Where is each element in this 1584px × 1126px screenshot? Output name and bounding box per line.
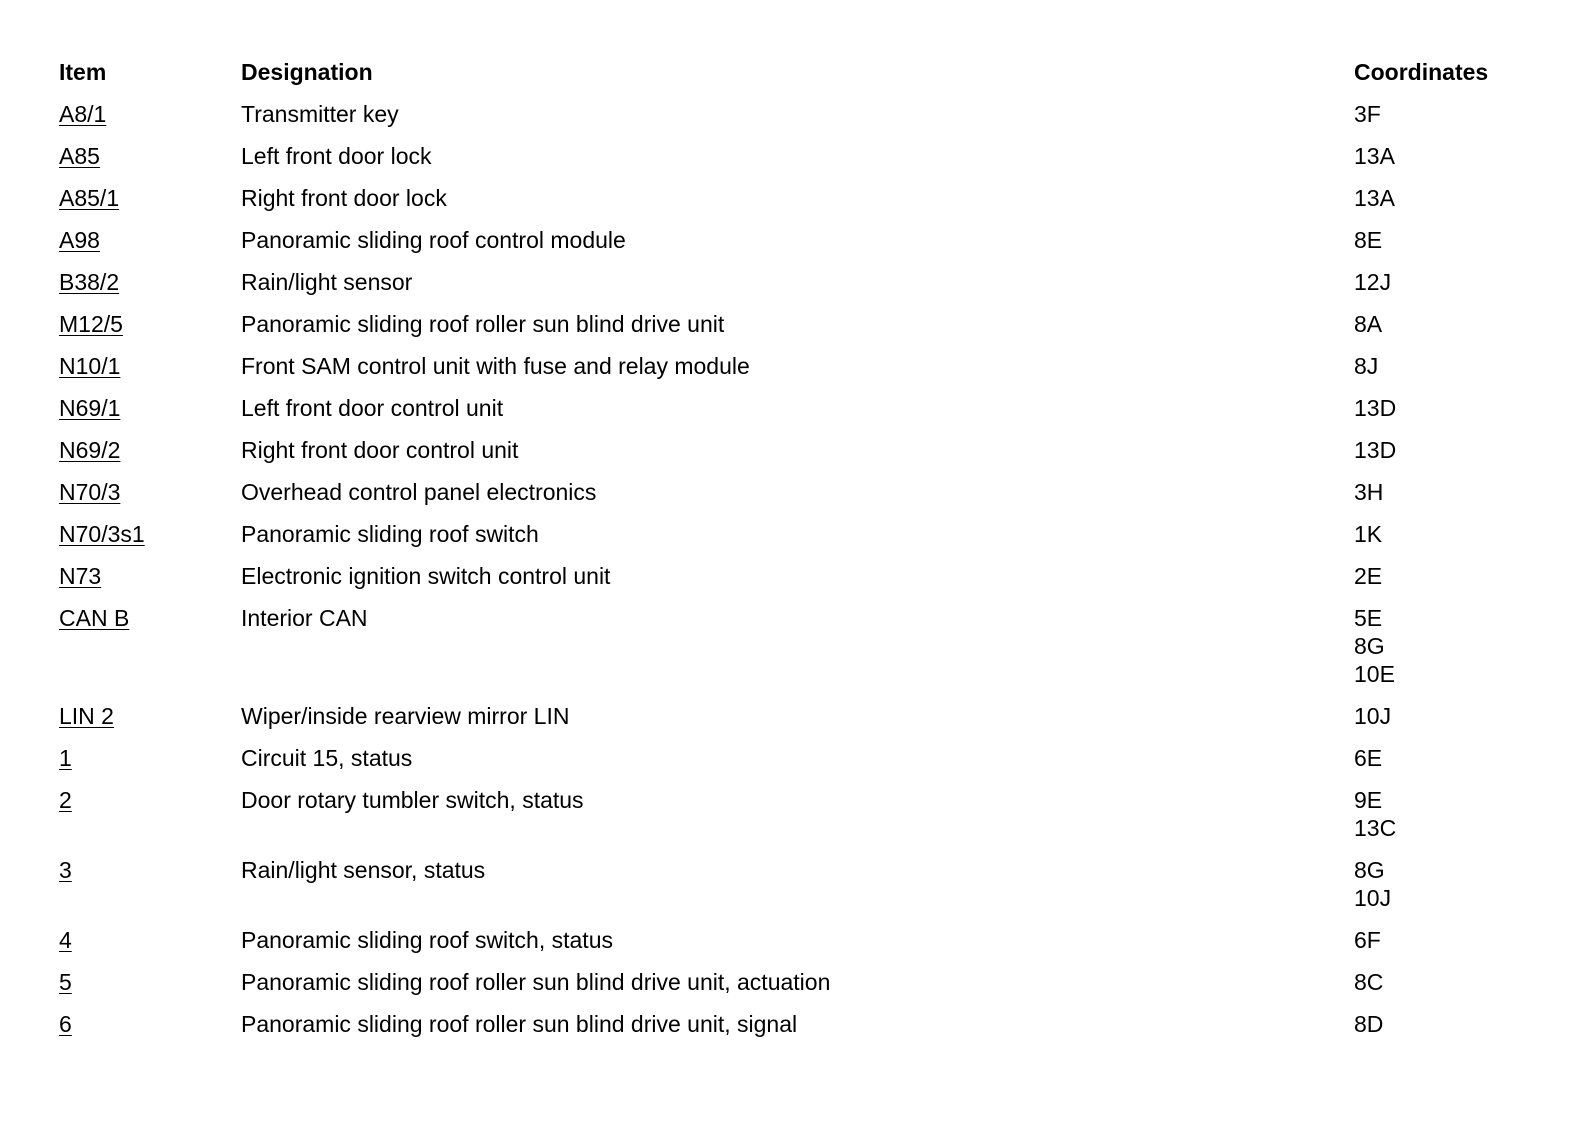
designation-cell: Left front door control unit (241, 395, 504, 421)
table-row (59, 737, 1529, 779)
item-cell (59, 562, 241, 590)
designation-cell: Rain/light sensor, status (241, 857, 486, 883)
coordinate-value: 6E (1354, 745, 1383, 771)
item-link[interactable]: LIN 2 (59, 703, 114, 729)
designation-cell: Panoramic sliding roof switch (241, 521, 539, 547)
coordinate-value: 13D (1354, 437, 1397, 463)
designation-cell: Circuit 15, status (241, 745, 413, 771)
table-row (59, 261, 1529, 303)
item-cell (59, 604, 241, 632)
item-link[interactable]: M12/5 (59, 311, 123, 337)
legend-table (59, 51, 1529, 1045)
header-coordinates: Coordinates (1354, 59, 1489, 85)
coordinate-value: 2E (1354, 563, 1383, 589)
coordinates-cell (1354, 142, 1529, 170)
coordinate-value: 10E (1354, 661, 1395, 687)
table-row (59, 961, 1529, 1003)
item-cell (59, 352, 241, 380)
coordinates-cell (1354, 786, 1529, 842)
coordinate-value: 8A (1354, 311, 1383, 337)
coordinate-value: 8G (1354, 857, 1385, 883)
coordinates-cell (1354, 352, 1529, 380)
designation-cell: Left front door lock (241, 143, 432, 169)
item-link[interactable]: 3 (59, 857, 72, 883)
table-row (59, 387, 1529, 429)
coordinate-value: 3F (1354, 101, 1381, 127)
designation-cell: Rain/light sensor (241, 269, 413, 295)
item-link[interactable]: A85 (59, 143, 100, 169)
item-cell (59, 268, 241, 296)
table-row (59, 429, 1529, 471)
item-link[interactable]: B38/2 (59, 269, 120, 295)
designation-cell: Interior CAN (241, 605, 368, 631)
item-link[interactable]: 6 (59, 1011, 72, 1037)
table-row (59, 555, 1529, 597)
item-link[interactable]: A98 (59, 227, 100, 253)
coordinates-cell (1354, 744, 1529, 772)
table-body (59, 93, 1529, 1045)
coordinates-cell (1354, 604, 1529, 688)
coordinate-value: 13D (1354, 395, 1397, 421)
item-cell (59, 786, 241, 814)
coordinates-cell (1354, 968, 1529, 996)
header-designation: Designation (241, 59, 373, 85)
coordinate-value: 5E (1354, 605, 1383, 631)
table-row (59, 93, 1529, 135)
item-link[interactable]: 2 (59, 787, 72, 813)
coordinate-value: 10J (1354, 703, 1392, 729)
coordinate-value: 13A (1354, 143, 1395, 169)
coordinates-cell (1354, 562, 1529, 590)
coordinate-value: 10J (1354, 885, 1392, 911)
item-link[interactable]: N69/2 (59, 437, 121, 463)
coordinates-cell (1354, 478, 1529, 506)
coordinate-value: 8D (1354, 1011, 1384, 1037)
item-cell (59, 926, 241, 954)
designation-cell: Front SAM control unit with fuse and relay module (241, 353, 750, 379)
item-cell (59, 968, 241, 996)
designation-cell: Overhead control panel electronics (241, 479, 597, 505)
coordinate-value: 9E (1354, 787, 1383, 813)
table-row (59, 513, 1529, 555)
item-link[interactable]: CAN B (59, 605, 130, 631)
designation-cell: Electronic ignition switch control unit (241, 563, 611, 589)
coordinate-value: 6F (1354, 927, 1381, 953)
item-cell (59, 1010, 241, 1038)
designation-cell: Door rotary tumbler switch, status (241, 787, 584, 813)
table-row (59, 135, 1529, 177)
coordinates-cell (1354, 1010, 1529, 1038)
coordinates-cell (1354, 184, 1529, 212)
item-link[interactable]: 5 (59, 969, 72, 995)
item-cell (59, 100, 241, 128)
item-link[interactable]: 4 (59, 927, 72, 953)
item-link[interactable]: N73 (59, 563, 102, 589)
item-cell (59, 184, 241, 212)
designation-cell: Panoramic sliding roof roller sun blind drive unit (241, 311, 725, 337)
item-link[interactable]: A85/1 (59, 185, 120, 211)
item-cell (59, 478, 241, 506)
coordinates-cell (1354, 520, 1529, 548)
coordinates-cell (1354, 394, 1529, 422)
item-link[interactable]: N10/1 (59, 353, 121, 379)
table-row (59, 471, 1529, 513)
coordinates-cell (1354, 310, 1529, 338)
coordinate-value: 12J (1354, 269, 1392, 295)
table-row (59, 1003, 1529, 1045)
coordinate-value: 8J (1354, 353, 1379, 379)
designation-cell: Panoramic sliding roof roller sun blind drive unit, actuation (241, 969, 831, 995)
coordinates-cell (1354, 268, 1529, 296)
item-link[interactable]: A8/1 (59, 101, 107, 127)
table-row (59, 303, 1529, 345)
coordinates-cell (1354, 702, 1529, 730)
table-row (59, 597, 1529, 695)
designation-cell: Wiper/inside rearview mirror LIN (241, 703, 570, 729)
table-row (59, 779, 1529, 849)
designation-cell: Panoramic sliding roof control module (241, 227, 626, 253)
item-link[interactable]: N69/1 (59, 395, 121, 421)
item-cell (59, 702, 241, 730)
item-cell (59, 520, 241, 548)
item-link[interactable]: N70/3 (59, 479, 121, 505)
table-row (59, 177, 1529, 219)
coordinate-value: 13C (1354, 815, 1397, 841)
item-cell (59, 142, 241, 170)
coordinates-cell (1354, 926, 1529, 954)
coordinates-cell (1354, 856, 1529, 912)
table-header-row (59, 51, 1529, 93)
item-cell (59, 310, 241, 338)
item-link[interactable]: 1 (59, 745, 72, 771)
designation-cell: Right front door control unit (241, 437, 519, 463)
item-cell (59, 226, 241, 254)
item-link[interactable]: N70/3s1 (59, 521, 145, 547)
header-item: Item (59, 59, 107, 85)
item-cell (59, 744, 241, 772)
coordinate-value: 8C (1354, 969, 1384, 995)
coordinate-value: 8E (1354, 227, 1383, 253)
coordinate-value: 1K (1354, 521, 1383, 547)
table-row (59, 219, 1529, 261)
item-cell (59, 436, 241, 464)
table-row (59, 919, 1529, 961)
coordinate-value: 13A (1354, 185, 1395, 211)
coordinates-cell (1354, 436, 1529, 464)
coordinates-cell (1354, 226, 1529, 254)
designation-cell: Panoramic sliding roof roller sun blind drive unit, signal (241, 1011, 798, 1037)
table-row (59, 695, 1529, 737)
designation-cell: Right front door lock (241, 185, 447, 211)
coordinate-value: 3H (1354, 479, 1384, 505)
coordinate-value: 8G (1354, 633, 1385, 659)
item-cell (59, 856, 241, 884)
designation-cell: Transmitter key (241, 101, 399, 127)
designation-cell: Panoramic sliding roof switch, status (241, 927, 613, 953)
coordinates-cell (1354, 100, 1529, 128)
item-cell (59, 394, 241, 422)
table-row (59, 849, 1529, 919)
table-row (59, 345, 1529, 387)
